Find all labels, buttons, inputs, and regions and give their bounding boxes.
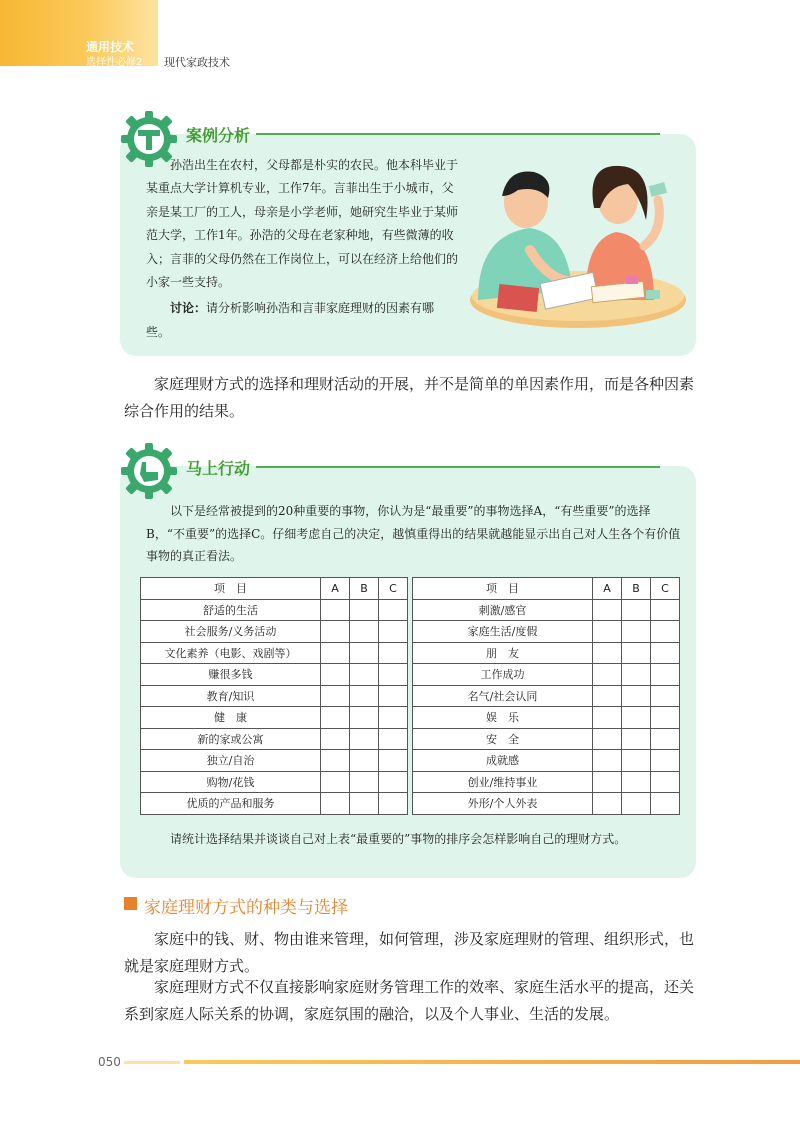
- choice-cell[interactable]: [379, 728, 408, 750]
- case-title-line: [256, 133, 660, 135]
- choice-cell[interactable]: [622, 664, 651, 686]
- item-cell: 娱 乐: [413, 707, 593, 729]
- table-row: [141, 621, 680, 643]
- choice-cell[interactable]: [622, 771, 651, 793]
- choice-cell[interactable]: [379, 750, 408, 772]
- footer-bar-right: [184, 1060, 800, 1064]
- table-row: [141, 599, 680, 621]
- table-row: [141, 685, 680, 707]
- choice-cell[interactable]: [321, 771, 350, 793]
- choice-cell[interactable]: [622, 750, 651, 772]
- header-c-right: C: [651, 578, 680, 600]
- choice-cell[interactable]: [350, 728, 379, 750]
- item-cell: 赚很多钱: [141, 664, 321, 686]
- header-b-left: B: [350, 578, 379, 600]
- section-p2-text: 家庭理财方式不仅直接影响家庭财务管理工作的效率、家庭生活水平的提高，还关系到家庭人际关系的协调，家庭氛围的融洽，以及个人事业、生活的发展。: [124, 978, 695, 1023]
- choice-cell[interactable]: [593, 750, 622, 772]
- action-footer: 请统计选择结果并谈谈自己对上表“最重要的”事物的排序会怎样影响自己的理财方式。: [170, 832, 627, 846]
- header-item-right: 项 目: [413, 578, 593, 600]
- choice-cell[interactable]: [379, 599, 408, 621]
- item-cell: 社会服务/义务活动: [141, 621, 321, 643]
- choice-cell[interactable]: [651, 664, 680, 686]
- choice-cell[interactable]: [321, 793, 350, 815]
- footer-bar-left: [124, 1061, 180, 1064]
- action-intro: [146, 500, 684, 568]
- choice-cell[interactable]: [622, 707, 651, 729]
- item-cell: 教育/知识: [141, 685, 321, 707]
- choice-cell[interactable]: [350, 793, 379, 815]
- choice-cell[interactable]: [622, 621, 651, 643]
- item-cell: 刺激/感官: [413, 599, 593, 621]
- header-a-left: A: [321, 578, 350, 600]
- action-gear-icon: [118, 440, 180, 502]
- action-title-line: [256, 466, 660, 468]
- item-cell: 安 全: [413, 728, 593, 750]
- choice-cell[interactable]: [379, 685, 408, 707]
- choice-cell[interactable]: [593, 685, 622, 707]
- item-cell: 健 康: [141, 707, 321, 729]
- couple-illustration: [468, 150, 688, 330]
- choice-cell[interactable]: [651, 728, 680, 750]
- section-paragraph-1: [124, 926, 700, 980]
- choice-cell[interactable]: [593, 771, 622, 793]
- choice-cell[interactable]: [350, 642, 379, 664]
- item-cell: 购物/花钱: [141, 771, 321, 793]
- discussion-text: 请分析影响孙浩和言菲家庭理财的因素有哪些。: [146, 301, 435, 339]
- choice-cell[interactable]: [593, 664, 622, 686]
- item-cell: 成就感: [413, 750, 593, 772]
- item-cell: 名气/社会认同: [413, 685, 593, 707]
- item-cell: 外形/个人外表: [413, 793, 593, 815]
- choice-cell[interactable]: [321, 728, 350, 750]
- table-row: [141, 642, 680, 664]
- choice-cell[interactable]: [593, 642, 622, 664]
- item-cell: 舒适的生活: [141, 599, 321, 621]
- choice-cell[interactable]: [321, 642, 350, 664]
- choice-cell[interactable]: [593, 707, 622, 729]
- choice-cell[interactable]: [651, 642, 680, 664]
- item-cell: 工作成功: [413, 664, 593, 686]
- section-p1-text: 家庭中的钱、财、物由谁来管理，如何管理，涉及家庭理财的管理、组织形式，也就是家庭理财方式。: [124, 930, 695, 975]
- choice-cell[interactable]: [651, 771, 680, 793]
- table-row: [141, 664, 680, 686]
- choice-cell[interactable]: [622, 642, 651, 664]
- choice-cell[interactable]: [622, 685, 651, 707]
- choice-cell[interactable]: [651, 685, 680, 707]
- choice-cell[interactable]: [622, 599, 651, 621]
- choice-cell[interactable]: [350, 599, 379, 621]
- table-header-row: [141, 578, 680, 600]
- choice-cell[interactable]: [379, 707, 408, 729]
- table-row: [141, 771, 680, 793]
- choice-cell[interactable]: [379, 771, 408, 793]
- header-c-left: C: [379, 578, 408, 600]
- header-tab: [0, 0, 158, 66]
- case-discussion: [146, 297, 458, 344]
- case-text: [146, 154, 458, 344]
- section-heading: 家庭理财方式的种类与选择: [144, 898, 348, 918]
- choice-cell[interactable]: [593, 728, 622, 750]
- choice-cell[interactable]: [321, 685, 350, 707]
- choice-cell[interactable]: [379, 664, 408, 686]
- header-a-right: A: [593, 578, 622, 600]
- choice-cell[interactable]: [379, 621, 408, 643]
- case-title: 案例分析: [186, 126, 251, 145]
- item-cell: 创业/维持事业: [413, 771, 593, 793]
- page-number: 050: [98, 1055, 121, 1069]
- table-row: [141, 793, 680, 815]
- choice-cell[interactable]: [321, 621, 350, 643]
- choice-cell[interactable]: [651, 621, 680, 643]
- choice-cell[interactable]: [651, 793, 680, 815]
- choice-cell[interactable]: [350, 621, 379, 643]
- choice-cell[interactable]: [593, 621, 622, 643]
- header-b-right: B: [622, 578, 651, 600]
- choice-cell[interactable]: [379, 642, 408, 664]
- choice-cell[interactable]: [622, 728, 651, 750]
- choice-cell[interactable]: [651, 599, 680, 621]
- item-cell: 优质的产品和服务: [141, 793, 321, 815]
- choice-cell[interactable]: [651, 750, 680, 772]
- choice-cell[interactable]: [321, 707, 350, 729]
- section-marker-icon: [124, 897, 137, 910]
- choice-cell[interactable]: [593, 793, 622, 815]
- discussion-label: 讨论：: [170, 301, 207, 316]
- item-cell: 文化素养（电影、戏剧等）: [141, 642, 321, 664]
- choice-cell[interactable]: [321, 750, 350, 772]
- choice-cell[interactable]: [651, 707, 680, 729]
- item-cell: 新的家或公寓: [141, 728, 321, 750]
- header-brand: 通用技术: [86, 40, 135, 54]
- choice-cell[interactable]: [350, 664, 379, 686]
- table-row: [141, 728, 680, 750]
- choice-cell[interactable]: [379, 793, 408, 815]
- item-cell: 朋 友: [413, 642, 593, 664]
- table-row: [141, 707, 680, 729]
- body-paragraph-1: [124, 371, 700, 425]
- choice-cell[interactable]: [321, 664, 350, 686]
- header-series: 选择性必修2: [86, 57, 143, 68]
- choice-cell[interactable]: [350, 771, 379, 793]
- section-paragraph-2: [124, 974, 700, 1028]
- choice-cell[interactable]: [321, 599, 350, 621]
- case-paragraph: 孙浩出生在农村，父母都是朴实的农民。他本科毕业于某重点大学计算机专业，工作7年。言菲出生于小城市，父亲是某工厂的工人，母亲是小学老师，她研究生毕业于某师范大学，工作1年。孙浩的父母在老家种地，有些微薄的收入；言菲的父母仍然在工作岗位上，可以在经济上给他们的小家一些支持。: [146, 158, 459, 290]
- choice-cell[interactable]: [350, 750, 379, 772]
- header-chapter: 现代家政技术: [164, 56, 230, 69]
- action-intro-text: 以下是经常被提到的20种重要的事物，你认为是“最重要”的事物选择A，“有些重要”的选择B，“不重要”的选择C。仔细考虑自己的决定，越慎重得出的结果就越能显示出自己对人生各个有价值事物的真正看法。: [146, 504, 681, 563]
- choice-cell[interactable]: [350, 707, 379, 729]
- header-item-left: 项 目: [141, 578, 321, 600]
- table-row: [141, 750, 680, 772]
- values-table: [140, 577, 680, 815]
- choice-cell[interactable]: [593, 599, 622, 621]
- item-cell: 家庭生活/度假: [413, 621, 593, 643]
- body1-text: 家庭理财方式的选择和理财活动的开展，并不是简单的单因素作用，而是各种因素综合作用的结果。: [124, 375, 695, 420]
- item-cell: 独立/自治: [141, 750, 321, 772]
- choice-cell[interactable]: [350, 685, 379, 707]
- action-title: 马上行动: [186, 459, 251, 478]
- choice-cell[interactable]: [622, 793, 651, 815]
